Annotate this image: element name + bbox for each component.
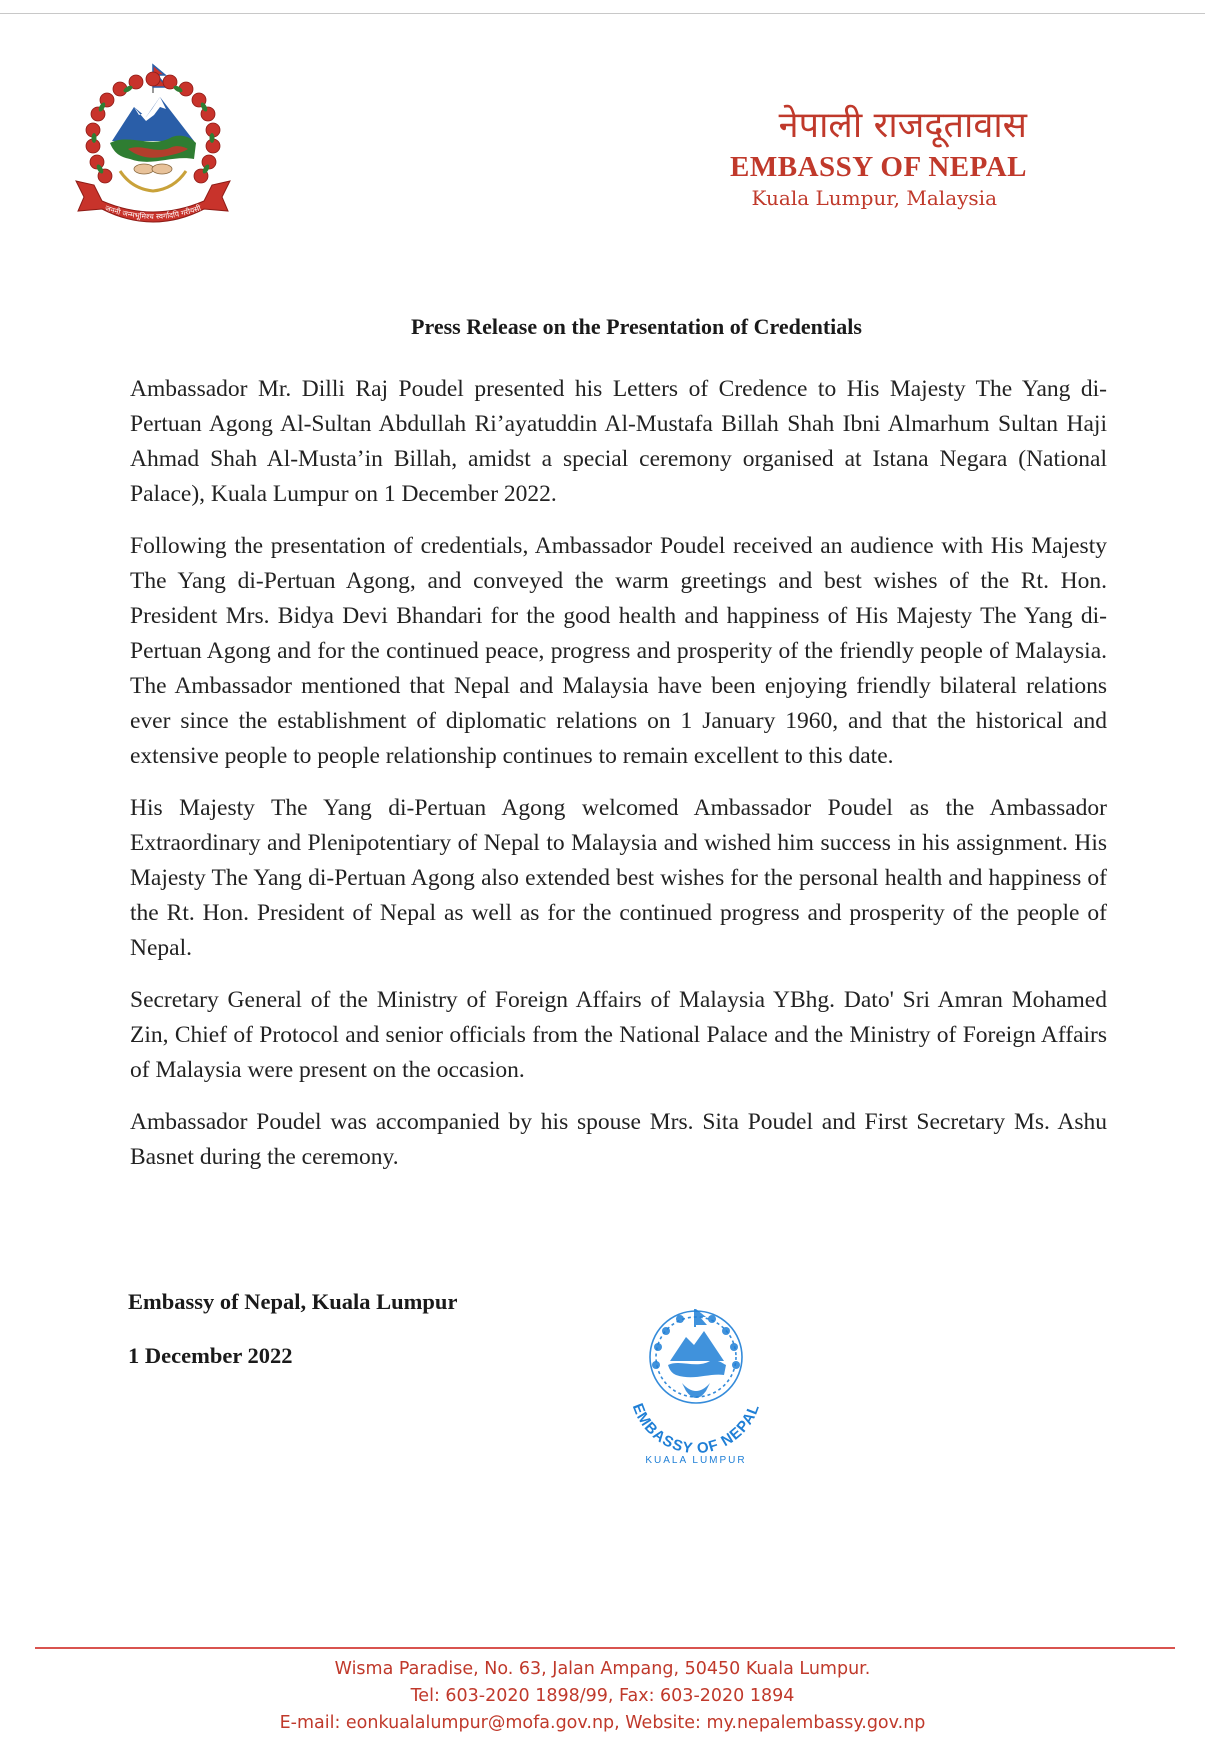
letterhead-embassy-name: EMBASSY OF NEPAL [730, 151, 1027, 183]
footer [0, 1656, 1205, 1737]
top-border-line [0, 13, 1205, 14]
footer-contact: E-mail: eonkualalumpur@mofa.gov.np, Website: my.nepalembassy.gov.np [279, 1713, 926, 1733]
seal-text-top: EMBASSY OF NEPAL [628, 1401, 764, 1458]
letterhead-city: Kuala Lumpur, Malaysia [751, 186, 997, 210]
paragraph-3: His Majesty The Yang di-Pertuan Agong welcomed Ambassador Poudel as the Ambassador Extraordinary and Plenipotentiary of Nepal to Malaysia and wished him success in his assignment. His Majesty The Yang di-Pertuan Agong also extended best wishes for the personal health and happiness of the Rt. Hon. President of Nepal as well as for the continued progress and prosperity of the people of Nepal. [130, 795, 1107, 961]
paragraph-5: Ambassador Poudel was accompanied by his spouse Mrs. Sita Poudel and First Secretary Ms. Ashu Basnet during the ceremony. [130, 1109, 1107, 1170]
signature-block [128, 1287, 457, 1371]
paragraph-2: Following the presentation of credentials, Ambassador Poudel received an audience with His Majesty The Yang di-Pertuan Agong, and conveyed the warm greetings and best wishes of the Rt. Hon. President Mrs. Bidya Devi Bhandari for the good health and happiness of His Majesty The Yang di-Pertuan Agong and for the continued peace, progress and prosperity of the friendly people of Malaysia. The Ambassador mentioned that Nepal and Malaysia have been enjoying friendly bilateral relations ever since the establishment of diplomatic relations on 1 January 1960, and that the historical and extensive people to people relationship continues to remain excellent to this date. [130, 533, 1107, 769]
svg-text:जननी जन्मभूमिश्च स्वर्गादपि गर [104, 203, 203, 221]
document-body [130, 372, 1107, 1192]
footer-phone: Tel: 603-2020 1898/99, Fax: 603-2020 1894 [410, 1686, 795, 1706]
letterhead-nepali-name: नेपाली राजदूतावास [778, 105, 1027, 146]
nepal-coat-of-arms-icon [72, 63, 234, 233]
embassy-seal-stamp-icon [610, 1295, 782, 1467]
paragraph-4: Secretary General of the Ministry of Foreign Affairs of Malaysia YBhg. Dato' Sri Amran Mohamed Zin, Chief of Protocol and senior officials from the National Palace and the Ministry of Foreign Affairs of Malaysia were present on the occasion. [130, 987, 1107, 1083]
signature-date: 1 December 2022 [128, 1343, 293, 1368]
document-title: Press Release on the Presentation of Credentials [411, 314, 862, 339]
footer-address: Wisma Paradise, No. 63, Jalan Ampang, 50450 Kuala Lumpur. [334, 1659, 871, 1679]
svg-text:EMBASSY OF NEPAL [629, 1401, 763, 1457]
emblem-motto: जननी जन्मभूमिश्च स्वर्गादपि गरीयसी [103, 203, 203, 222]
paragraph-1: Ambassador Mr. Dilli Raj Poudel presented his Letters of Credence to His Majesty The Yang di-Pertuan Agong Al-Sultan Abdullah Ri’ayatuddin Al-Mustafa Billah Shah Ibni Almarhum Sultan Haji Ahmad Shah Al-Musta’in Billah, amidst a special ceremony organised at Istana Negara (National Palace), Kuala Lumpur on 1 December 2022. [130, 376, 1107, 507]
footer-divider [35, 1647, 1175, 1649]
signature-organization: Embassy of Nepal, Kuala Lumpur [128, 1289, 458, 1314]
letterhead [730, 104, 1027, 212]
seal-text-bottom: KUALA LUMPUR [645, 1455, 747, 1466]
